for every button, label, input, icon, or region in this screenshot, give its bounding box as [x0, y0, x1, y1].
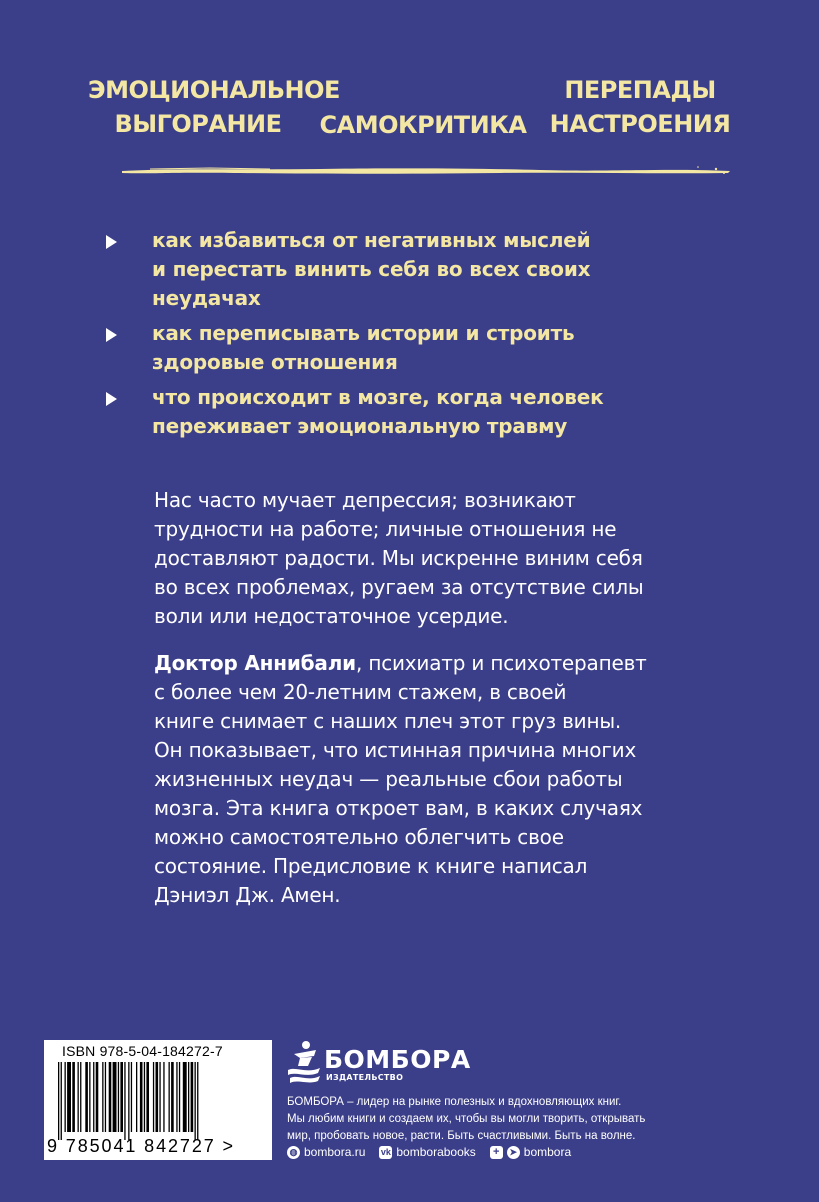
barcode-bars: [56, 1062, 260, 1140]
heading-mood-swings: [540, 73, 740, 141]
bullet-list: [104, 226, 624, 447]
heading-line: ВЫГОРАНИЕ: [114, 110, 282, 138]
bullet-text: что происходит в мозге, когда человек переживает эмоциональную травму: [152, 385, 604, 438]
plus-icon: +: [490, 1146, 503, 1159]
publisher-subtitle: ИЗДАТЕЛЬСТВО: [326, 1073, 404, 1082]
publisher-description: БОМБОРА – лидер на рынке полезных и вдохновляющих книг. Мы любим книги и создаем их, чтобы вы могли творить, открывать мир, пробовать новое, расти. Быть счастливыми. Быть на волне.: [287, 1096, 646, 1142]
triangle-bullet-icon: [106, 392, 117, 406]
paragraph-1: Нас часто мучает депрессия; возникают трудности на работе; личные отношения не доставляют радости. Мы искренне виним себя во всех проблемах, ругаем за отсутствие силы воли или недостаточное усердие.: [154, 488, 644, 628]
social-link-telegram[interactable]: [490, 1145, 571, 1159]
isbn-label: ISBN 978-5-04-184272-7: [62, 1043, 223, 1059]
author-name: Доктор Аннибали: [154, 651, 356, 675]
triangle-bullet-icon: [106, 235, 117, 249]
barcode-box: [44, 1040, 272, 1160]
heading-line: САМОКРИТИКА: [319, 111, 527, 139]
heading-emotional-burnout: [88, 73, 340, 141]
social-label: bombora.ru: [304, 1145, 366, 1159]
vk-icon: vk: [380, 1146, 391, 1157]
heading-self-criticism: [318, 108, 528, 142]
publisher-name: БОМБОРА: [324, 1045, 471, 1074]
heading-line: ЭМОЦИОНАЛЬНОЕ: [88, 76, 340, 104]
social-label: bombora: [523, 1145, 572, 1159]
bullet-item: [104, 383, 624, 441]
heading-line: НАСТРОЕНИЯ: [549, 110, 731, 138]
bullet-item: [104, 319, 624, 377]
bullet-text: как переписывать истории и строить здоровые отношения: [152, 321, 575, 374]
bombora-logo-icon: [286, 1040, 322, 1084]
brush-underline: [120, 164, 732, 178]
heading-line: ПЕРЕПАДЫ: [564, 76, 716, 104]
bullet-item: [104, 226, 624, 313]
telegram-icon: ➤: [507, 1146, 520, 1159]
social-links: [287, 1145, 571, 1159]
paragraph-2-text: , психиатр и психотерапевт с более чем 20-летним стажем, в своей книге снимает с наших плеч этот груз вины. Он показывает, что истинная причина многих жизненных неудач — реальные сбои работы мозга. Эта книга откроет вам, в каких случаях можно самостоятельно облегчить свое состояние. Предисловие к книге написал Дэниэл Дж. Амен.: [154, 651, 647, 907]
publisher-logo: [284, 1040, 471, 1088]
social-label: bomborabooks: [396, 1145, 476, 1159]
triangle-bullet-icon: [106, 328, 117, 342]
globe-icon: ◍: [287, 1146, 300, 1159]
bullet-text: как избавиться от негативных мыслей и перестать винить себя во всех своих неудачах: [152, 228, 591, 310]
description-text: [154, 486, 694, 928]
social-link-site[interactable]: [287, 1145, 365, 1159]
barcode-digits: 9 785041 842727 >: [47, 1136, 235, 1156]
social-link-vk[interactable]: [379, 1145, 475, 1159]
paragraph-2: [154, 649, 694, 910]
